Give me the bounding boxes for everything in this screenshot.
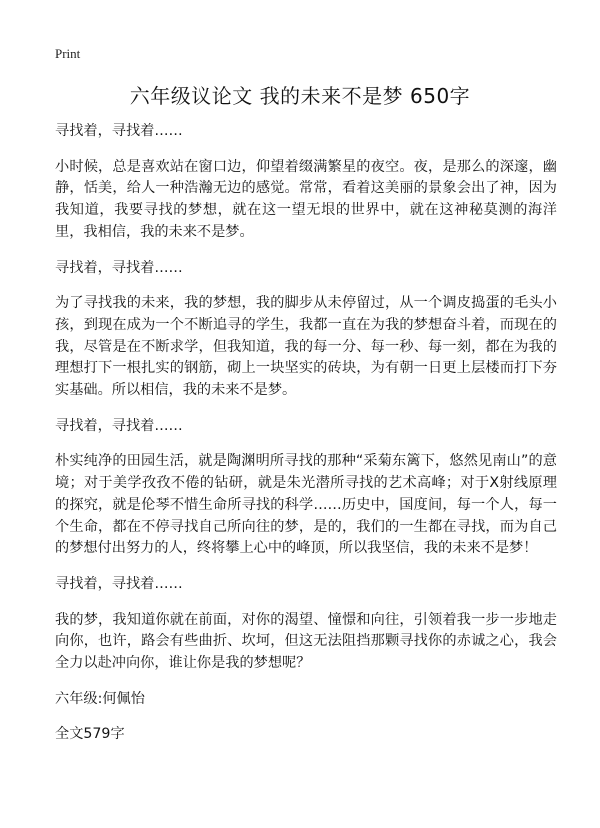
refrain-paragraph: 寻找着，寻找着…… bbox=[55, 259, 183, 276]
body-paragraph: 我的梦，我知道你就在前面，对你的渴望、憧憬和向往，引领着我一步一步地走向你，也许，路会有些曲折、坎坷，但这无法阻挡那颗寻找你的赤诚之心，我会全力以赴冲向你，谁让你是我的梦想呢？ bbox=[55, 611, 557, 672]
body-paragraph: 朴实纯净的田园生活，就是陶渊明所寻找的那种“采菊东篱下，悠然见南山”的意境；对于美学孜孜不倦的钻研，就是朱光潜所寻找的艺术高峰；对于X射线原理的探究，就是伦琴不惜生命所寻找的科学……历史中，国度间，每一个人，每一个生命，都在不停寻找自己所向往的梦，是的，我们的一生都在寻找，而为自己的梦想付出努力的人，终将攀上心中的峰顶，所以我坚信，我的未来不是梦！ bbox=[55, 453, 557, 557]
body-paragraph: 小时候，总是喜欢站在窗口边，仰望着缀满繁星的夜空。夜，是那么的深邃，幽静，恬美，给人一种浩瀚无边的感觉。常常，看着这美丽的景象会出了神，因为我知道，我要寻找的梦想，就在这一望无垠的世界中，就在这神秘莫测的海洋里，我相信，我的未来不是梦。 bbox=[55, 158, 557, 240]
article-body bbox=[55, 121, 557, 760]
print-link[interactable]: Print bbox=[55, 46, 81, 61]
article-title: 六年级议论文 我的未来不是梦 650字 bbox=[129, 84, 471, 108]
refrain-paragraph: 寻找着，寻找着…… bbox=[55, 575, 183, 592]
author-line: 六年级:何佩怡 bbox=[55, 690, 145, 707]
refrain-paragraph: 寻找着，寻找着…… bbox=[55, 123, 183, 139]
word-count: 全文579字 bbox=[55, 726, 125, 743]
body-paragraph: 为了寻找我的未来，我的梦想，我的脚步从未停留过，从一个调皮捣蛋的毛头小孩，到现在成为一个不断追寻的学生，我都一直在为我的梦想奋斗着，而现在的我，尽管是在不断求学，但我知道，我的每一分、每一秒、每一刻，都在为我的理想打下一根扎实的钢筋，砌上一块坚实的砖块，为有朝一日更上层楼而打下夯实基础。所以相信，我的未来不是梦。 bbox=[55, 295, 557, 399]
refrain-paragraph: 寻找着，寻找着…… bbox=[55, 417, 183, 434]
